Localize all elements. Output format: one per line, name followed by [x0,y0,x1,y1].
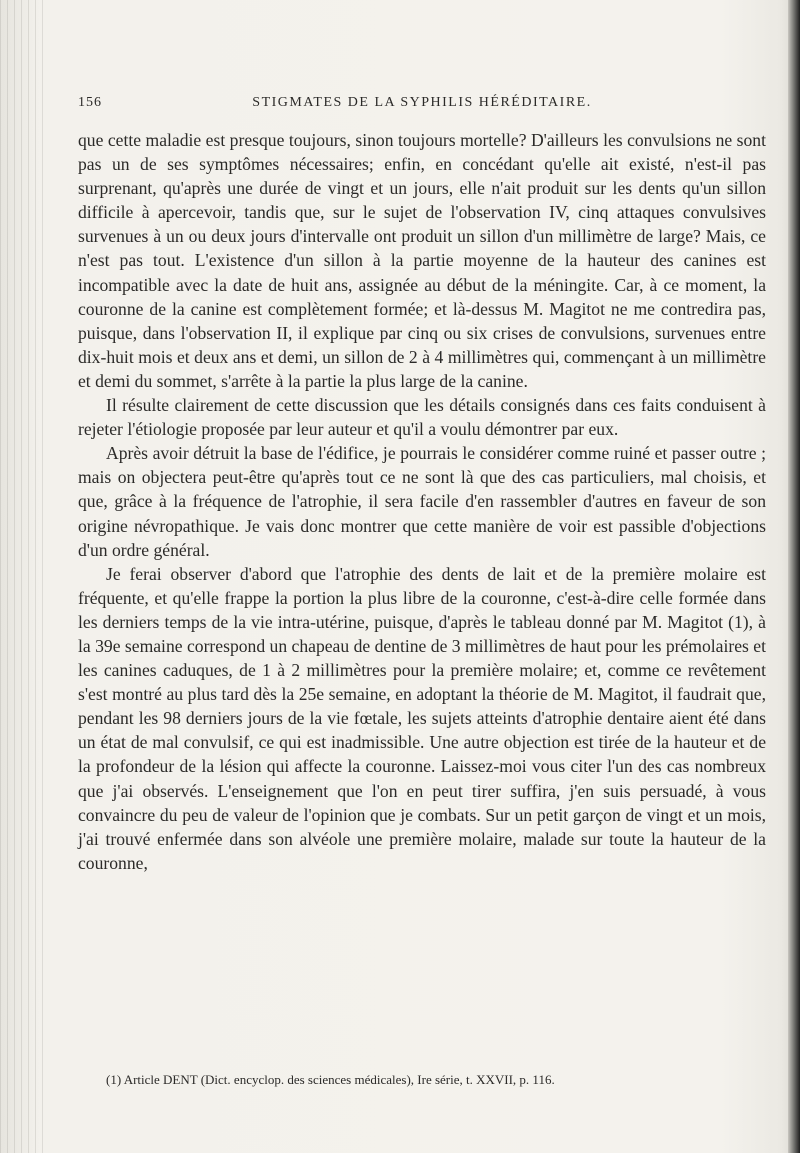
page-edge-shadow [788,0,800,1153]
running-head [78,95,766,117]
binding-shadow [0,0,44,1153]
running-title: STIGMATES DE LA SYPHILIS HÉRÉDITAIRE. [252,95,592,110]
paragraph-2: Il résulte clairement de cette discussion que les détails consignés dans ces faits conduisent à rejeter l'étiologie proposée par leur auteur et qu'il a voulu démontrer par eux. [78,395,766,440]
page-number: 156 [78,95,102,110]
paragraph-1: que cette maladie est presque toujours, sinon toujours mortelle? D'ailleurs les convulsions ne sont pas un de ses symptômes nécessaires; enfin, en concédant qu'elle ait existé, n'est-il pas surprenant, qu'après une durée de vingt et un jours, elle n'ait produit sur les dents qu'un sillon difficile à apercevoir, tandis que, sur le sujet de l'observation IV, cinq attaques convulsives survenues à un ou deux jours d'intervalle ont produit un sillon d'un millimètre de large? Mais, ce n'est pas tout. L'existence d'un sillon à la partie moyenne de la hauteur des canines est incompatible avec la date de huit ans, assignée au début de la méningite. Car, à ce moment, la couronne de la canine est complètement formée; et là-dessus M. Magitot ne me contredira pas, puisque, dans l'observation II, il explique par cinq ou six crises de convulsions, survenues entre dix-huit mois et deux ans et demi, un sillon de 2 à 4 millimètres qui, commençant à un millimètre et demi du sommet, s'arrête à la partie la plus large de la canine. [78,130,766,391]
paragraph-3: Après avoir détruit la base de l'édifice, je pourrais le considérer comme ruiné et passer outre ; mais on objectera peut-être qu'après tout ce ne sont là que des cas particuliers, mal choisis, et que, grâce à la fréquence de l'atrophie, il sera facile d'en rassembler d'autres en faveur de son origine névropathique. Je vais donc montrer que cette manière de voir est passible d'objections d'un ordre général. [78,443,766,560]
body-text [78,128,766,875]
paragraph-4: Je ferai observer d'abord que l'atrophie des dents de lait et de la première molaire est fréquente, et qu'elle frappe la portion la plus libre de la couronne, c'est-à-dire celle formée dans les derniers temps de la vie intra-utérine, puisque, d'après le tableau donné par M. Magitot (1), à la 39e semaine correspond un chapeau de dentine de 3 millimètres de haut pour les prémolaires et les canines caduques, de 1 à 2 millimètres pour la première molaire; et, comme ce revêtement s'est montré au plus tard dès la 25e semaine, en adoptant la théorie de M. Magitot, il faudrait que, pendant les 98 derniers jours de la vie fœtale, les sujets atteints d'atrophie dentaire aient été dans un état de mal convulsif, ce qui est inadmissible. Une autre objection est tirée de la hauteur et de la profondeur de la lésion qui affecte la couronne. Laissez-moi vous citer l'un des cas nombreux que j'ai observés. L'enseignement que l'on en peut tirer suffira, j'en suis persuadé, à vous convaincre du peu de valeur de l'opinion que je combats. Sur un petit garçon de vingt et un mois, j'ai trouvé enfermée dans son alvéole une première molaire, malade sur toute la hauteur de la couronne, [78,563,766,873]
footnote: (1) Article DENT (Dict. encyclop. des sciences médicales), Ire série, t. XXVII, p. 116. [106,1072,555,1087]
